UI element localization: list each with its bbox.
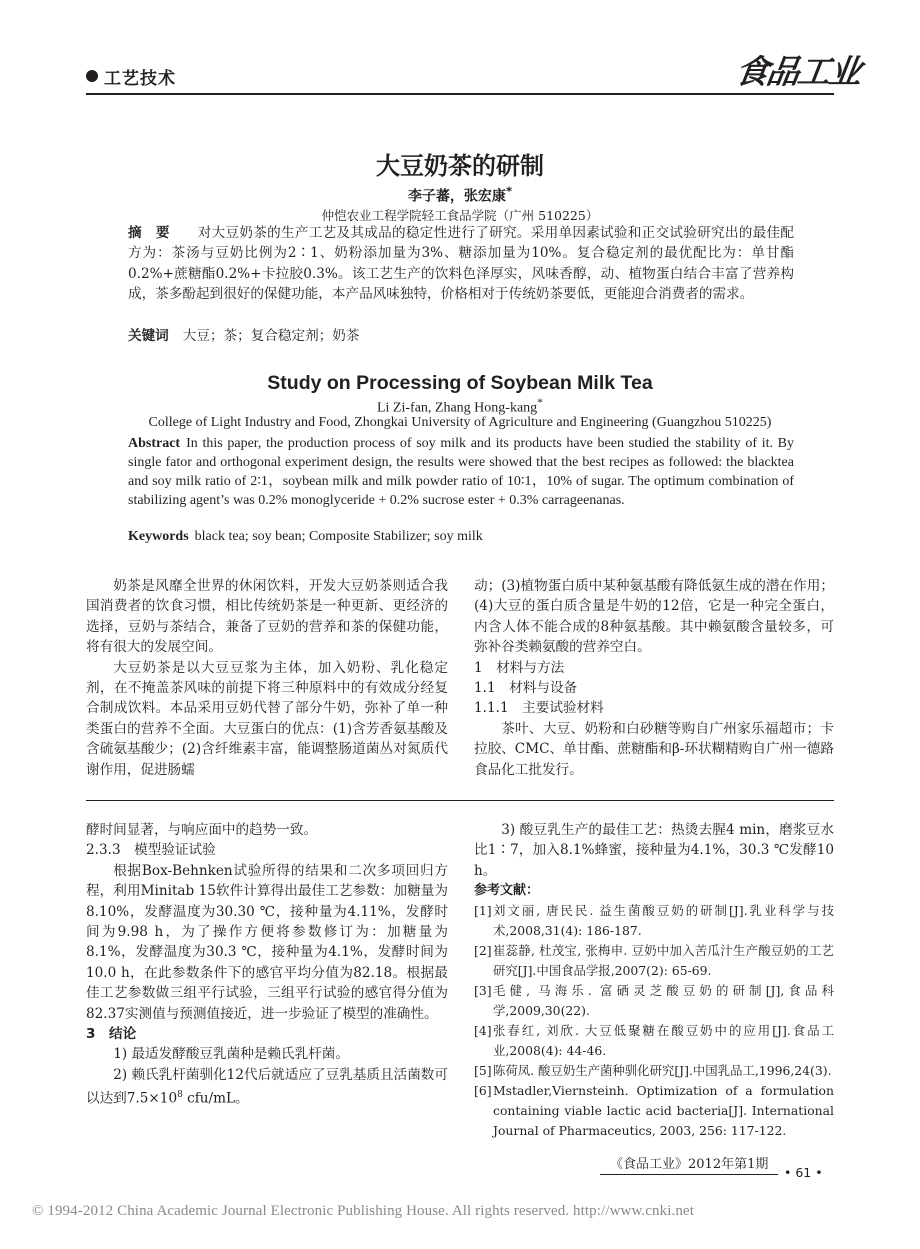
abstract-en bbox=[128, 434, 794, 510]
intro-paragraph: 大豆奶茶是以大豆豆浆为主体，加入奶粉、乳化稳定剂，在不掩盖茶风味的前提下将三种原料中的有效成分经复合制成饮料。本品采用豆奶代替了部分牛奶，弥补了单一种类蛋白的营养不全面。大豆蛋白的优点：(1)含芳香氨基酸及含硫氨基酸少；(2)含纤维素丰富，能调整肠道菌丛对氮质代谢作用，促进肠蠕 bbox=[86, 659, 448, 778]
keywords-zh-text: 大豆；茶；复合稳定剂；奶茶 bbox=[182, 328, 360, 344]
author-mark-en: * bbox=[537, 396, 543, 409]
references-list bbox=[474, 901, 834, 1141]
body-bottom-right-column bbox=[474, 820, 834, 1141]
affiliation-zh: 仲恺农业工程学院轻工食品学院（广州 510225） bbox=[321, 208, 599, 223]
subsubsection-heading: 1.1.1 主要试验材料 bbox=[474, 700, 604, 717]
conclusion-item bbox=[86, 1065, 448, 1109]
reference-text: 张春红, 刘欣. 大豆低聚糖在酸豆奶中的应用[J].食品工业,2008(4): 44-46. bbox=[493, 1023, 834, 1059]
body-top-left-column bbox=[86, 576, 448, 780]
conclusion-item: 1) 最适发酵酸豆乳菌种是赖氏乳杆菌。 bbox=[113, 1046, 349, 1063]
conclusion-text: 2) 赖氏乳杆菌驯化12代后就适应了豆乳基质且活菌数可以达到7.5×10 bbox=[86, 1066, 448, 1107]
continued-paragraph: 酵时间显著，与响应面中的趋势一致。 bbox=[86, 822, 318, 838]
reference-number: [3] bbox=[474, 983, 492, 999]
journal-logo: 食品工业 bbox=[732, 52, 863, 91]
header-rule bbox=[86, 93, 834, 95]
reference-number: [4] bbox=[474, 1023, 492, 1039]
abstract-zh bbox=[128, 223, 794, 305]
intro-paragraph: 动；(3)植物蛋白质中某种氨基酸有降低氨生成的潜在作用；(4)大豆的蛋白质含量是牛奶的12倍，它是一种完全蛋白，内含人体不能合成的8种氨基酸。其中赖氨酸含量较多，可弥补谷类赖氨酸的营养空白。 bbox=[474, 578, 834, 656]
reference-number: [1] bbox=[474, 903, 492, 919]
conclusion-unit: cfu/mL。 bbox=[182, 1090, 249, 1107]
paper-title-zh: 大豆奶茶的研制 bbox=[376, 152, 544, 180]
authors-zh bbox=[0, 184, 920, 206]
keywords-en-text: black tea; soy bean; Composite Stabilizer; soy milk bbox=[194, 529, 483, 544]
section-bullet-icon bbox=[86, 70, 98, 82]
author-mark-zh: * bbox=[505, 184, 513, 198]
references-heading: 参考文献： bbox=[474, 883, 540, 899]
abstract-en-text: In this paper, the production process of soy milk and its products have been studied the stability of it. By single fator and orthogonal experiment design, the results were showed that the best recipes as followed: the blacktea and soy milk ratio of 2∶1，soybean milk and milk powder ratio of 10∶1，10% of sugar. The optimum combination of stabilizing agent’s was 0.2% monoglyceride + 0.2% sucrose ester + 0.3% carrageenanas. bbox=[128, 436, 794, 508]
abstract-en-label: Abstract bbox=[128, 436, 181, 451]
keywords-en bbox=[128, 527, 794, 546]
keywords-en-label: Keywords bbox=[128, 529, 189, 544]
reference-text: 崔蕊静, 杜茂宝, 张梅申. 豆奶中加入苦瓜汁生产酸豆奶的工艺研究[J].中国食品学报,2007(2): 65-69. bbox=[493, 943, 834, 979]
reference-text: 毛健, 马海乐. 富硒灵芝酸豆奶的研制[J],食品科学,2009,30(22). bbox=[493, 983, 834, 1019]
paper-title-en: Study on Processing of Soybean Milk Tea bbox=[267, 372, 653, 394]
footer-rule bbox=[600, 1174, 778, 1175]
keywords-zh-label: 关键词 bbox=[128, 328, 169, 344]
affiliation-en: College of Light Industry and Food, Zhongkai University of Agriculture and Engineering (Guangzhou 510225) bbox=[148, 415, 772, 430]
section-label: 工艺技术 bbox=[104, 69, 176, 89]
reference-item bbox=[474, 1061, 834, 1081]
authors-en bbox=[0, 396, 920, 417]
authors-zh-names: 李子蕃，张宏康 bbox=[407, 188, 506, 205]
intro-paragraph: 奶茶是风靡全世界的休闲饮料，开发大豆奶茶则适合我国消费者的饮食习惯，相比传统奶茶是一种更新、更经济的选择，豆奶与茶结合，兼备了豆奶的营养和茶的保健功能，将有很大的发展空间。 bbox=[86, 578, 448, 656]
page-divider bbox=[86, 800, 834, 801]
abstract-zh-text: 对大豆奶茶的生产工艺及其成品的稳定性进行了研究。采用单因素试验和正交试验研究出的最佳配方为：茶汤与豆奶比例为2∶1、奶粉添加量为3%、糖添加量为10%。复合稳定剂的最优配比为：单甘酯0.2%+蔗糖酯0.2%+卡拉胶0.3%。该工艺生产的饮料色泽厚实，风味香醇，动、植物蛋白结合丰富了营养构成，茶多酚起到很好的保健功能，本产品风味独特，价格相对于传统奶茶要低，更能迎合消费者的需求。 bbox=[128, 225, 795, 303]
conclusion-item: 3) 酸豆乳生产的最佳工艺：热烫去腥4 min，磨浆豆水比1∶7，加入8.1%蜂蜜，接种量为4.1%，30.3 ℃发酵10 h。 bbox=[474, 822, 834, 879]
copyright-notice: © 1994-2012 China Academic Journal Electronic Publishing House. All rights reserved. http://www.cnki.net bbox=[32, 1203, 694, 1219]
body-bottom-left-column bbox=[86, 820, 448, 1109]
authors-en-names: Li Zi-fan, Zhang Hong-kang bbox=[376, 400, 538, 416]
validation-paragraph: 根据Box-Behnken试验所得的结果和二次多项回归方程，利用Minitab 15软件计算得出最佳工艺参数：加糖量为8.10%，发酵温度为30.30 ℃，接种量为4.11%，发酵时间为9.98 h，为了操作方便将参数修订为：加糖量为8.1%，发酵温度为30.3 ℃，接种量为4.1%，发酵时间为10.0 h，在此参数条件下的感官平均分值为82.18。根据最佳工艺参数做三组平行试验，三组平行试验的感官得分值为82.37实测值与预测值接近，进一步验证了模型的准确性。 bbox=[86, 862, 448, 1022]
reference-item bbox=[474, 981, 834, 1021]
subsection-heading: 1.1 材料与设备 bbox=[474, 680, 578, 697]
body-top-right-column bbox=[474, 576, 834, 780]
materials-paragraph: 茶叶、大豆、奶粉和白砂糖等购自广州家乐福超市；卡拉胶、CMC、单甘酯、蔗糖酯和β-环状糊精购自广州一德路食品化工批发行。 bbox=[474, 720, 834, 778]
page-number: • 61 • bbox=[784, 1165, 823, 1180]
reference-item bbox=[474, 941, 834, 981]
reference-number: [2] bbox=[474, 943, 492, 959]
exponent: 8 bbox=[177, 1090, 183, 1101]
abstract-zh-label: 摘要 bbox=[128, 225, 184, 241]
reference-item bbox=[474, 1021, 834, 1061]
section-heading: 3 结论 bbox=[86, 1026, 137, 1043]
reference-item bbox=[474, 1081, 834, 1141]
subsubsection-heading: 2.3.3 模型验证试验 bbox=[86, 842, 216, 859]
reference-item bbox=[474, 901, 834, 941]
reference-number: [6] bbox=[474, 1083, 492, 1099]
reference-number: [5] bbox=[474, 1063, 492, 1079]
journal-issue: 《食品工业》2012年第1期 bbox=[610, 1157, 769, 1172]
section-heading: 1 材料与方法 bbox=[474, 659, 565, 676]
keywords-zh bbox=[128, 326, 794, 346]
reference-text: Mstadler,Viernsteinh. Optimization of a formulation containing viable lactic acid bacteria[J]. International Journal of Pharmaceutics, 2003, 256: 117-122. bbox=[493, 1083, 834, 1139]
reference-text: 陈荷凤. 酸豆奶生产菌种驯化研究[J].中国乳品工,1996,24(3). bbox=[493, 1063, 832, 1079]
reference-text: 刘文丽, 唐民民. 益生菌酸豆奶的研制[J].乳业科学与技术,2008,31(4): 186-187. bbox=[493, 903, 834, 939]
